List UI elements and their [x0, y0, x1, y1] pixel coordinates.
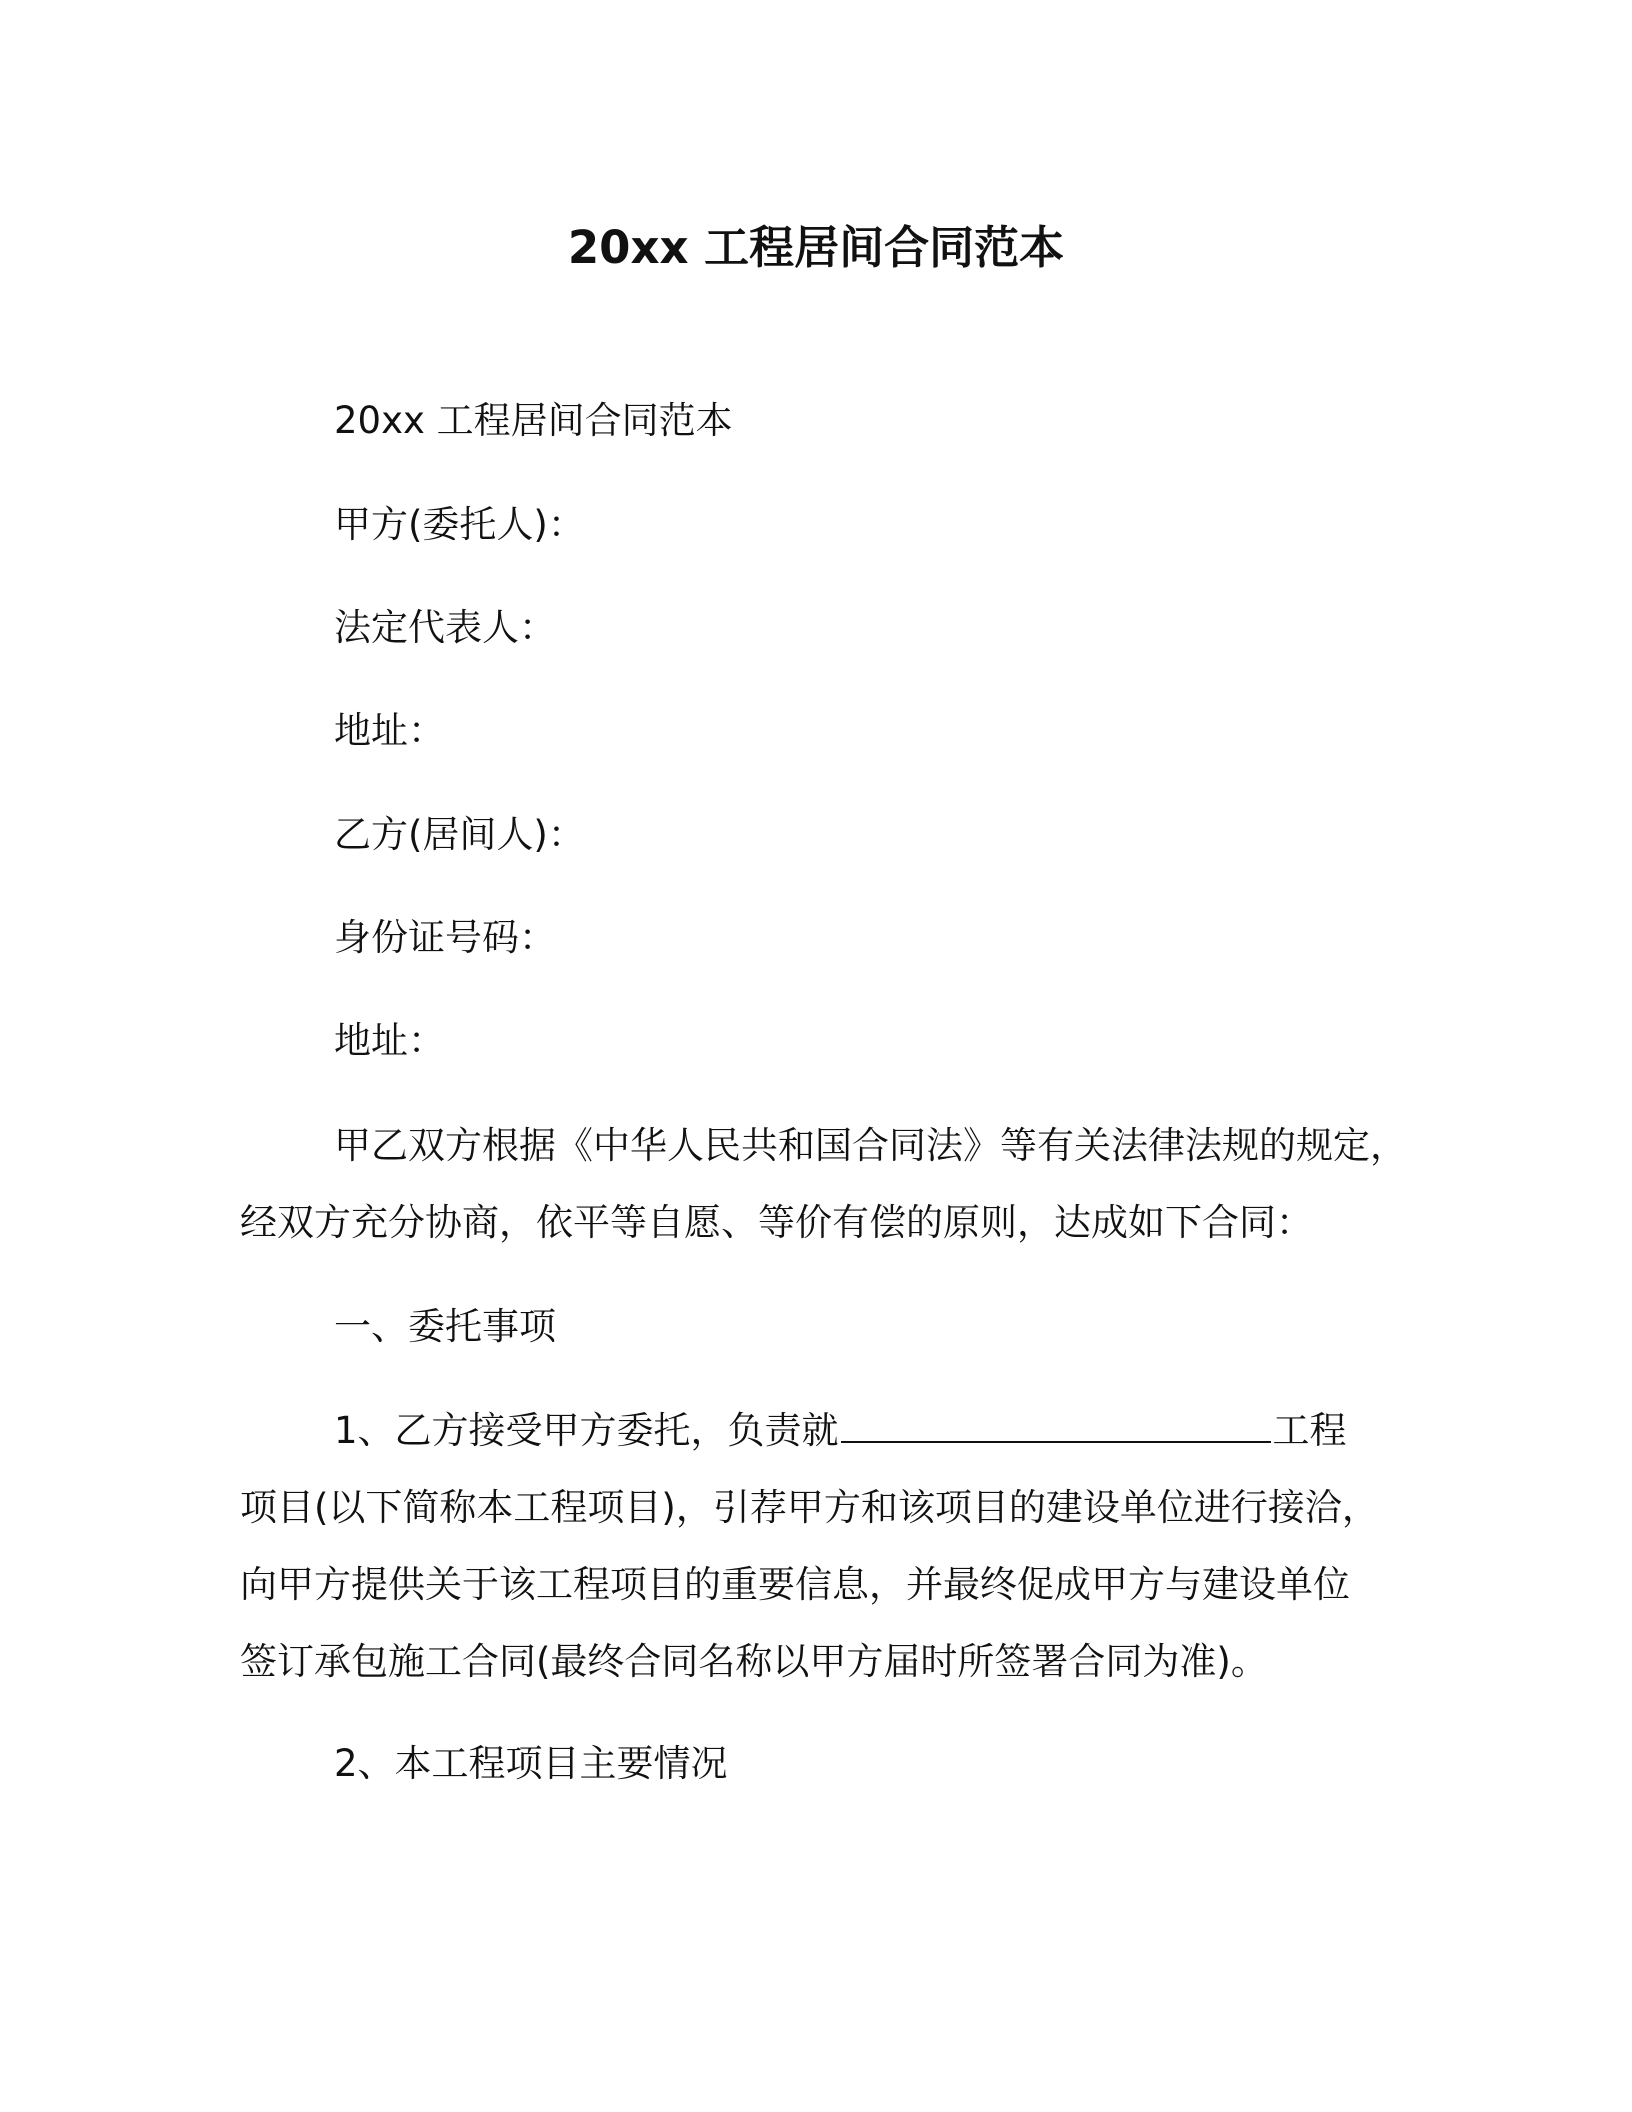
document-subtitle: 20xx 工程居间合同范本 [334, 399, 733, 442]
party-a-label: 甲方(委托人)： [334, 503, 585, 546]
clause-1-line-3: 向甲方提供关于该工程项目的重要信息，并最终促成甲方与建设单位 [240, 1563, 1350, 1606]
clause-2-heading: 2、本工程项目主要情况 [334, 1742, 728, 1785]
clause-1-paragraph [240, 1392, 1420, 1700]
clause-1-line-2: 项目(以下简称本工程项目)，引荐甲方和该项目的建设单位进行接洽， [240, 1486, 1379, 1529]
section-1-heading: 一、委托事项 [334, 1305, 556, 1348]
clause-1-line-1-start: 1、乙方接受甲方委托，负责就 [334, 1409, 839, 1452]
preamble-line-2: 经双方充分协商，依平等自愿、等价有偿的原则，达成如下合同： [240, 1201, 1313, 1244]
legal-representative-label: 法定代表人： [334, 606, 556, 649]
clause-1-line-4: 签订承包施工合同(最终合同名称以甲方届时所签署合同为准)。 [240, 1640, 1268, 1683]
party-a-address-label: 地址： [334, 709, 445, 752]
party-b-label: 乙方(居间人)： [334, 813, 585, 856]
clause-1-line-1 [240, 1392, 1420, 1469]
preamble-paragraph [240, 1107, 1420, 1261]
party-b-address-label: 地址： [334, 1019, 445, 1062]
document-title: 20xx 工程居间合同范本 [567, 221, 1065, 274]
project-name-blank [841, 1407, 1271, 1443]
preamble-line-1: 甲乙双方根据《中华人民共和国合同法》等有关法律法规的规定， [334, 1124, 1407, 1167]
id-number-label: 身份证号码： [334, 916, 556, 959]
clause-1-line-1-end: 工程 [1272, 1409, 1347, 1452]
